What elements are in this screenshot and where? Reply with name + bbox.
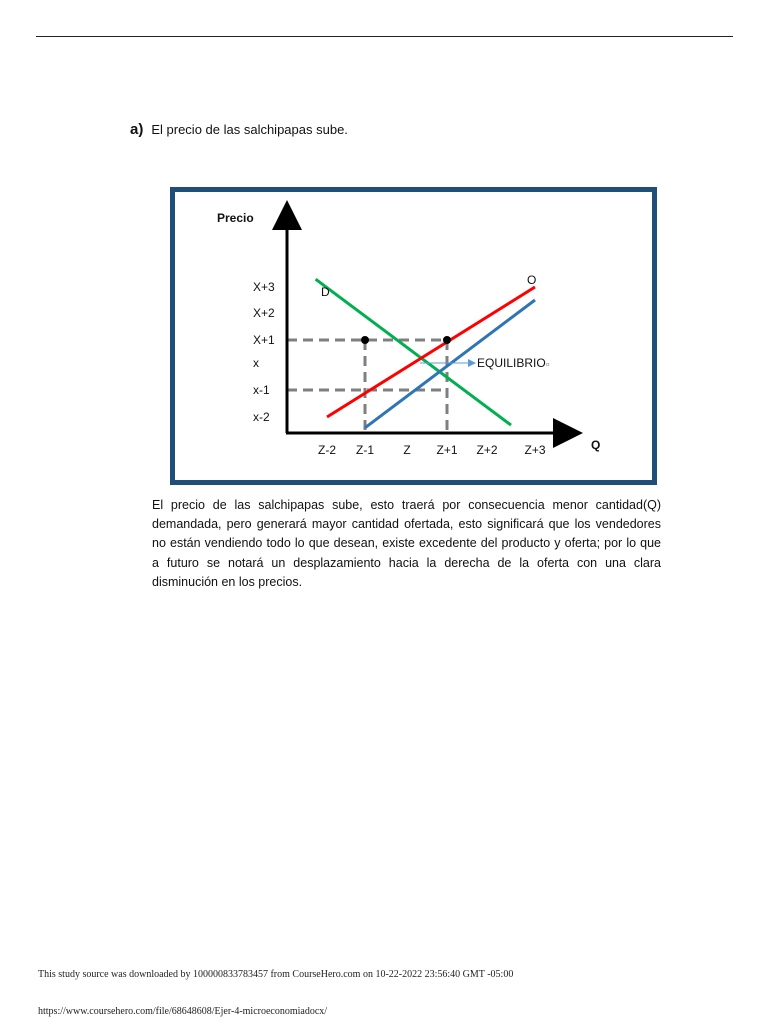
- y-tick-label: x: [253, 356, 259, 370]
- question-heading: [130, 121, 348, 138]
- point-marker: [361, 336, 369, 344]
- demand-label: D: [321, 285, 330, 299]
- chart-svg: [175, 192, 652, 480]
- question-text: El precio de las salchipapas sube.: [151, 122, 348, 137]
- y-tick-label: x-2: [253, 410, 270, 424]
- supply-demand-chart: [170, 187, 657, 485]
- point-marker: [443, 336, 451, 344]
- footer-download-note: This study source was downloaded by 100000833783457 from CourseHero.com on 10-22-2022 23:56:40 GMT -05:00: [38, 969, 514, 980]
- question-letter: a): [130, 121, 144, 138]
- x-tick-label: Z+1: [436, 443, 458, 457]
- y-tick-label: X+1: [253, 333, 275, 347]
- x-tick-label: Z: [403, 443, 411, 457]
- y-tick-label: X+3: [253, 280, 275, 294]
- x-tick-label: Z+3: [524, 443, 546, 457]
- top-rule: [36, 36, 733, 37]
- x-tick-label: Z+2: [476, 443, 498, 457]
- series-line-1: [327, 287, 535, 417]
- explanation-paragraph: El precio de las salchipapas sube, esto traerá por consecuencia menor cantidad(Q) demandada, pero generará mayor cantidad ofertada, esto significará que los vendedores no están vendiendo todo lo que desean, existe excedente del producto y oferta; por lo que a futuro se notará un desplazamiento hacia la derecha de la oferta con una clara disminución en los precios.: [152, 498, 661, 589]
- supply-label: O: [527, 273, 537, 287]
- y-axis-label: Precio: [217, 211, 254, 225]
- x-axis-label: Q: [591, 438, 601, 452]
- series-line-0: [316, 279, 511, 425]
- equilibrium-label: EQUILIBRIO¤: [477, 356, 550, 370]
- footer-source-url[interactable]: https://www.coursehero.com/file/68648608/Ejer-4-microeconomiadocx/: [38, 1006, 328, 1017]
- y-tick-label: x-1: [253, 383, 270, 397]
- x-tick-label: Z-2: [318, 443, 336, 457]
- y-tick-label: X+2: [253, 306, 275, 320]
- x-tick-label: Z-1: [356, 443, 374, 457]
